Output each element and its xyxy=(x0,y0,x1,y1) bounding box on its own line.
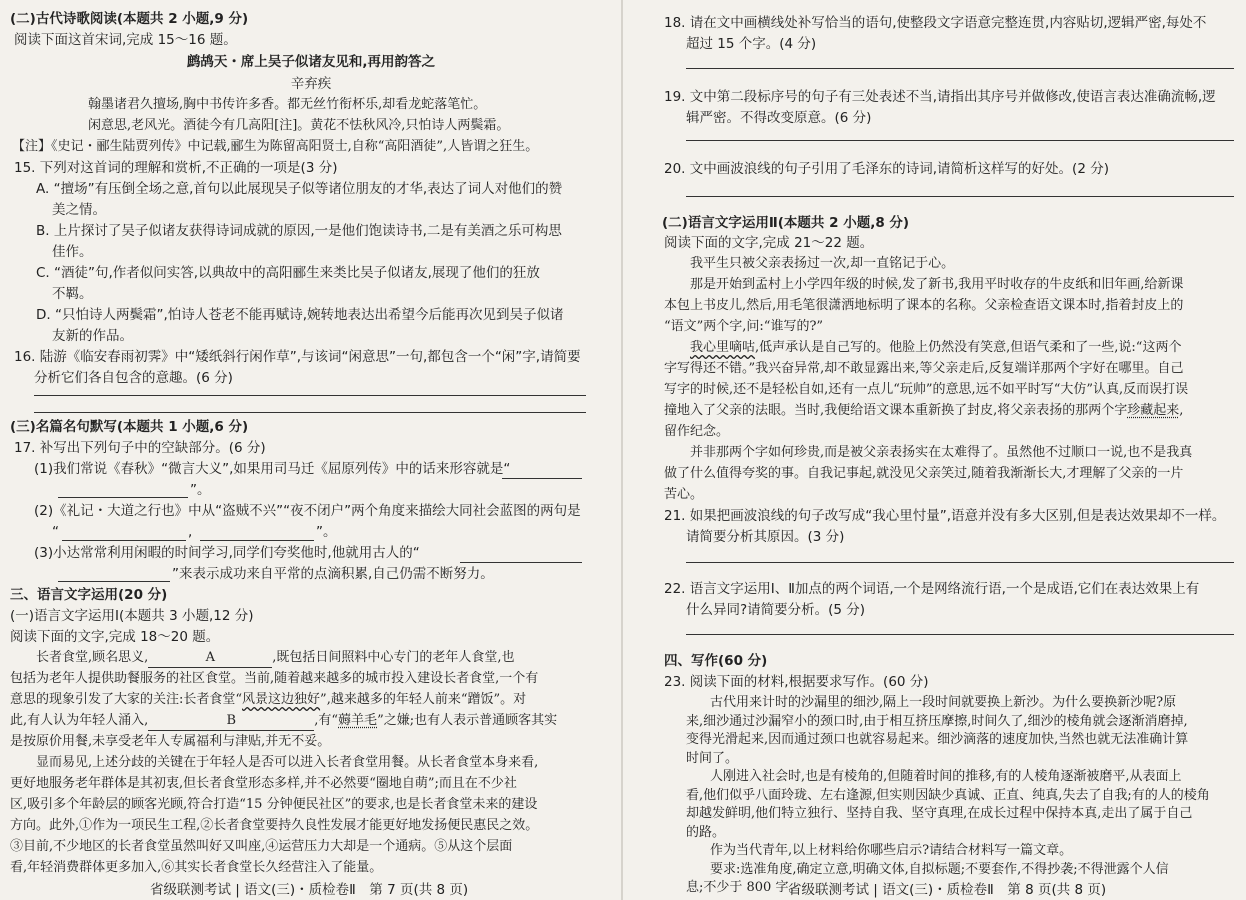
page-footer: 省级联测考试 | 语文(三)・质检卷Ⅱ 第 8 页(共 8 页) xyxy=(788,882,1107,898)
fill-blank[interactable] xyxy=(460,562,582,563)
question-22-cont: 什么异同?请简要分析。(5 分) xyxy=(686,602,866,618)
poem-line-1: 翰墨诸君久擅场,胸中书传许多香。都无丝竹衔杯乐,却看龙蛇落笔忙。 xyxy=(88,97,487,112)
passage-line: 此,有人认为年轻人涌入, B ,有“薅羊毛”之嫌;也有人表示普通顾客其实 xyxy=(10,712,557,731)
poem-note: 【注】《史记・郦生陆贾列传》中记载,郦生为陈留高阳贤士,自称“高阳酒徒”,人皆谓之狂生。 xyxy=(12,139,539,154)
question-21: 21. 如果把画波浪线的句子改写成“我心里忖量”,语意并没有多大区别,但是表达效果却不一样。 xyxy=(664,508,1226,524)
material-line: 的路。 xyxy=(686,824,726,840)
question-22: 22. 语言文字运用Ⅰ、Ⅱ加点的两个词语,一个是网络流行语,一个是成语,它们在表达效果上有 xyxy=(664,581,1200,597)
passage-line: 长者食堂,顾名思义, A ,既包括日间照料中心专门的老年人食堂,也 xyxy=(36,649,515,668)
question-17-1: (1)我们常说《春秋》“微言大义”,如果用司马迁《屈原列传》中的话来形容就是“ xyxy=(34,461,511,477)
passage-line: 我平生只被父亲表扬过一次,却一直铭记于心。 xyxy=(690,256,955,271)
question-15: 15. 下列对这首词的理解和赏析,不正确的一项是(3 分) xyxy=(14,160,338,176)
passage-line: ③目前,不少地区的长者食堂虽然叫好又叫座,④运营压力大却是一个通病。⑤从这个层面 xyxy=(10,839,513,854)
writing-requirements-cont: 息;不少于 800 字。 xyxy=(686,880,802,895)
section-heading-recitation: (三)名篇名句默写(本题共 1 小题,6 分) xyxy=(10,419,249,435)
dotted-word: 薅羊毛 xyxy=(338,713,378,728)
instruction-text: 阅读下面的文字,完成 18～20 题。 xyxy=(10,629,220,645)
subsection-heading: (一)语言文字运用Ⅰ(本题共 3 小题,12 分) xyxy=(10,608,254,624)
material-line: 来,细沙通过沙漏窄小的颈口时,由于相互挤压摩擦,时间久了,细沙的棱角就会逐渐消磨掉, xyxy=(686,713,1188,729)
comma: , xyxy=(188,524,193,540)
quote-open: “ xyxy=(52,524,59,540)
instruction-text: 阅读下面的文字,完成 21～22 题。 xyxy=(664,235,874,251)
poem-line-2: 闲意思,老风光。酒徒今有几高阳[注]。黄花不怯秋风冷,只怕诗人两鬓霜。 xyxy=(88,118,510,133)
passage-line: 写字的时候,还不是轻松自如,还有一点儿“玩帅”的意思,远不如平时写“大仿”认真,反而误打误 xyxy=(664,382,1189,397)
writing-prompt: 作为当代青年,以上材料给你哪些启示?请结合材料写一篇文章。 xyxy=(710,843,1073,858)
question-19-cont: 辑严密。不得改变原意。(6 分) xyxy=(686,110,872,126)
option-d: D. “只怕诗人两鬓霜”,怕诗人苍老不能再赋诗,婉转地表达出希望今后能再次见到吴子似诸 xyxy=(36,307,564,323)
passage-line: 方向。此外,①作为一项民生工程,②长者食堂要持久良性发展才能更好地发扬便民惠民之效。 xyxy=(10,818,539,833)
option-c-cont: 不羁。 xyxy=(52,286,93,302)
passage-line: 那是开始到孟村上小学四年级的时候,发了新书,我用平时收存的牛皮纸和旧年画,给新课 xyxy=(690,277,1184,292)
material-line: 时间了。 xyxy=(686,750,739,766)
left-page xyxy=(0,0,622,900)
passage-line: 并非那两个字如何珍贵,而是被父亲表扬实在太难得了。虽然他不过顺口一说,也不是我真 xyxy=(690,445,1193,460)
answer-line[interactable] xyxy=(34,395,586,396)
fill-blank[interactable] xyxy=(58,497,188,498)
material-line: 人刚进入社会时,也是有棱角的,但随着时间的推移,有的人棱角逐渐被磨平,从表面上 xyxy=(710,769,1182,784)
fill-blank[interactable] xyxy=(58,581,170,582)
section-heading-language: 三、语言文字运用(20 分) xyxy=(10,587,168,603)
poem-author: 辛弃疾 xyxy=(290,76,332,92)
section-heading-poetry: (二)古代诗歌阅读(本题共 2 小题,9 分) xyxy=(10,11,249,27)
question-16: 16. 陆游《临安春雨初霁》中“矮纸斜行闲作草”,与该词“闲意思”一句,都包含一个“闲”字,请简要 xyxy=(14,349,581,365)
material-line: 古代用来计时的沙漏里的细沙,隔上一段时间就要换上新沙。为什么要换新沙呢?原 xyxy=(710,695,1177,710)
answer-line[interactable] xyxy=(686,68,1234,69)
passage-line: 撞地入了父亲的法眼。当时,我便给语文课本重新换了封皮,将父亲表扬的那两个字珍藏起来, xyxy=(664,403,1184,418)
material-line: 看,他们似乎八面玲珑、左右逢源,但实则因缺少真诚、正直、纯真,失去了自我;有的人的棱角 xyxy=(686,787,1210,803)
question-18: 18. 请在文中画横线处补写恰当的语句,使整段文字语意完整连贯,内容贴切,逻辑严密,每处不 xyxy=(664,15,1207,31)
question-18-cont: 超过 15 个字。(4 分) xyxy=(686,36,817,52)
passage-line: 区,吸引多个年龄层的顾客光顾,符合打造“15 分钟便民社区”的要求,也是长者食堂未来的建设 xyxy=(10,797,538,812)
passage-line: 显而易见,上述分歧的关键在于年轻人是否可以进入长者食堂用餐。从长者食堂本身来看, xyxy=(36,755,539,770)
wavy-underlined-phrase: 我心里嘀咕 xyxy=(690,340,756,355)
question-17-3-end: ”来表示成功来自平常的点滴积累,自己仍需不断努力。 xyxy=(172,566,494,582)
question-16-cont: 分析它们各自包含的意趣。(6 分) xyxy=(34,370,233,386)
instruction-text: 阅读下面这首宋词,完成 15～16 题。 xyxy=(14,32,237,48)
passage-line: 包括为老年人提供助餐服务的社区食堂。当前,随着越来越多的城市投入建设长者食堂,一个有 xyxy=(10,671,539,686)
fill-blank[interactable] xyxy=(502,478,582,479)
question-21-cont: 请简要分析其原因。(3 分) xyxy=(686,529,845,545)
option-d-cont: 友新的作品。 xyxy=(52,328,133,344)
passage-line: 苦心。 xyxy=(664,487,704,502)
option-b-cont: 佳作。 xyxy=(52,244,93,260)
fill-blank[interactable] xyxy=(200,540,314,541)
passage-line: 本包上书皮儿,然后,用毛笔很潇洒地标明了课本的名称。父亲检查语文课本时,指着封皮上的 xyxy=(664,298,1184,313)
subsection-heading: (二)语言文字运用Ⅱ(本题共 2 小题,8 分) xyxy=(662,215,910,231)
answer-line[interactable] xyxy=(686,634,1234,635)
option-b: B. 上片探讨了吴子似诸友获得诗词成就的原因,一是他们饱读诗书,二是有美酒之乐可构思 xyxy=(36,223,562,239)
material-line: 却越发鲜明,他们特立独行、坚持自我、坚守真理,在成长过程中保持本真,走出了属于自己 xyxy=(686,806,1193,821)
passage-line: 意思的现象引发了大家的关注:长者食堂“风景这边独好”,越来越多的年轻人前来“蹭饭”。对 xyxy=(10,692,527,707)
passage-line: 是按原价用餐,未享受老年人专属福利与津贴,并无不妥。 xyxy=(10,734,331,749)
option-a: A. “擅场”有压倒全场之意,首句以此展现吴子似等诸位朋友的才华,表达了词人对他们的赞 xyxy=(36,181,563,197)
fill-blank[interactable] xyxy=(62,540,186,541)
page-footer: 省级联测考试 | 语文(三)・质检卷Ⅱ 第 7 页(共 8 页) xyxy=(150,882,469,898)
material-line: 变得光滑起来,因而通过颈口也就容易起来。细沙滴落的速度加快,当然也就无法准确计算 xyxy=(686,732,1189,747)
page-divider xyxy=(621,0,623,900)
right-page xyxy=(624,0,1246,900)
passage-line: 我心里嘀咕,低声承认是自己写的。他脸上仍然没有笑意,但语气柔和了一些,说:“这两个 xyxy=(690,340,1182,355)
answer-line[interactable] xyxy=(686,562,1234,563)
passage-line: “语文”两个字,问:“谁写的?” xyxy=(664,319,824,334)
blank-a[interactable]: A xyxy=(148,649,272,668)
blank-b[interactable]: B xyxy=(148,712,314,731)
dotted-word: 珍藏起来 xyxy=(1127,403,1180,418)
answer-line[interactable] xyxy=(686,140,1234,141)
passage-line: 字写得还不错。”我兴奋异常,却不敢显露出来,等父亲走后,反复端详那两个字好在哪里。自己 xyxy=(664,361,1184,376)
question-23: 23. 阅读下面的材料,根据要求写作。(60 分) xyxy=(664,674,929,690)
passage-line: 看,年轻消费群体更多加入,⑥其实长者食堂长久经营注入了能量。 xyxy=(10,860,383,875)
question-20: 20. 文中画波浪线的句子引用了毛泽东的诗词,请简析这样写的好处。(2 分) xyxy=(664,161,1109,177)
question-19: 19. 文中第二段标序号的句子有三处表述不当,请指出其序号并做修改,使语言表达准确流畅,逻 xyxy=(664,89,1216,105)
passage-line: 做了什么值得夸奖的事。自我记事起,就没见父亲笑过,随着我渐渐长大,才理解了父亲的一片 xyxy=(664,466,1184,481)
answer-line[interactable] xyxy=(686,196,1234,197)
section-heading-writing: 四、写作(60 分) xyxy=(664,653,768,669)
wavy-underlined-quote: 风景这边独好 xyxy=(242,692,321,707)
poem-title: 鹧鸪天・席上吴子似诸友见和,再用韵答之 xyxy=(186,54,436,70)
quote-close: ”。 xyxy=(316,524,337,540)
writing-requirements: 要求:选准角度,确定立意,明确文体,自拟标题;不要套作,不得抄袭;不得泄露个人信 xyxy=(710,861,1169,877)
question-17-2: (2)《礼记・大道之行也》中从“盗贼不兴”“夜不闭户”两个角度来描绘大同社会蓝图的两句是 xyxy=(34,503,581,519)
question-17: 17. 补写出下列句子中的空缺部分。(6 分) xyxy=(14,440,266,456)
question-17-1-end: ”。 xyxy=(190,482,211,498)
option-c: C. “酒徒”句,作者似问实答,以典故中的高阳郦生来类比吴子似诸友,展现了他们的狂放 xyxy=(36,265,540,281)
answer-line[interactable] xyxy=(34,412,586,413)
option-a-cont: 美之情。 xyxy=(52,202,106,218)
passage-line: 更好地服务老年群体是其初衷,但长者食堂形态多样,并不必然要“圈地自萌”;而且在不少社 xyxy=(10,776,517,791)
passage-line: 留作纪念。 xyxy=(664,424,730,439)
question-17-3: (3)小达常常利用闲暇的时间学习,同学们夸奖他时,他就用古人的“ xyxy=(34,545,420,561)
